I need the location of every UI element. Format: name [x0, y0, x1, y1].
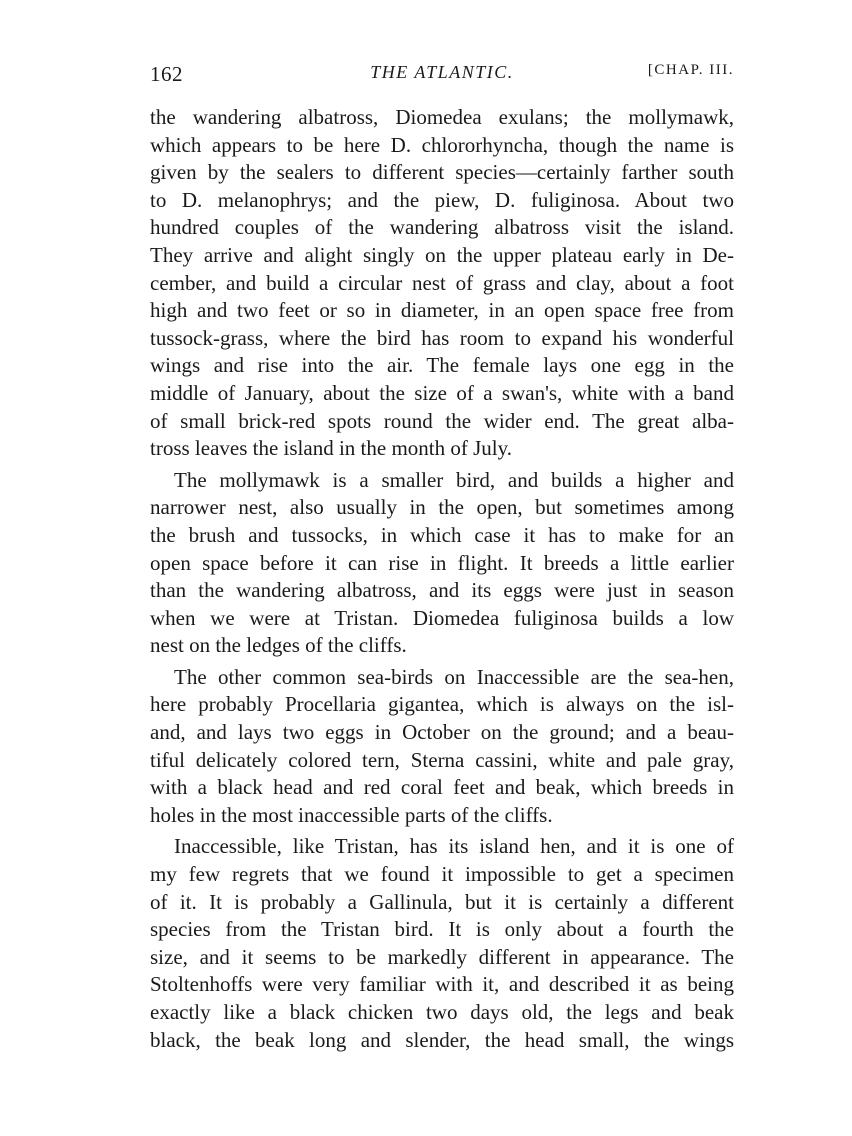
text-line: The mollymawk is a smaller bird, and builds a higher and [174, 467, 734, 492]
text-line: nest on the ledges of the cliffs. [150, 633, 407, 658]
text-line: tiful delicately colored tern, Sterna cassini, white and pale gray, [150, 747, 734, 772]
paragraph [150, 104, 734, 463]
page-number: 162 [150, 62, 183, 86]
paragraph [150, 833, 734, 1054]
text-line: and, and lays two eggs in October on the ground; and a beau- [150, 720, 734, 745]
text-line: to D. melanophrys; and the piew, D. fuliginosa. About two [150, 187, 734, 212]
running-head [150, 58, 734, 92]
text-line: middle of January, about the size of a swan's, white with a band [150, 380, 734, 405]
text-line: tussock-grass, where the bird has room to expand his wonderful [150, 325, 734, 350]
text-line: species from the Tristan bird. It is only about a fourth the [150, 917, 734, 942]
text-line: Inaccessible, like Tristan, has its island hen, and it is one of [174, 834, 734, 859]
text-line: open space before it can rise in flight. It breeds a little earlier [150, 550, 734, 575]
text-line: high and two feet or so in diameter, in an open space free from [150, 298, 734, 323]
paragraph [150, 664, 734, 830]
text-line: which appears to be here D. chlororhyncha, though the name is [150, 132, 734, 157]
running-title: THE ATLANTIC. [370, 62, 514, 82]
text-line: of it. It is probably a Gallinula, but it is certainly a different [150, 889, 734, 914]
text-line: hundred couples of the wandering albatross visit the island. [150, 215, 734, 240]
text-line: The other common sea-birds on Inaccessible are the sea-hen, [174, 664, 734, 689]
text-line: the wandering albatross, Diomedea exulans; the mollymawk, [150, 105, 734, 129]
text-line: the brush and tussocks, in which case it has to make for an [150, 522, 734, 547]
text-line: given by the sealers to different species—certainly farther south [150, 160, 734, 185]
text-line: exactly like a black chicken two days old, the legs and beak [150, 1000, 734, 1024]
text-line: of small brick-red spots round the wider end. The great alba- [150, 408, 734, 433]
text-line: Stoltenhoffs were very familiar with it, and described it as being [150, 972, 734, 997]
text-line: wings and rise into the air. The female lays one egg in the [150, 353, 734, 378]
text-line: size, and it seems to be markedly different in appearance. The [150, 944, 734, 969]
chapter-label: [CHAP. III. [647, 62, 734, 78]
text-line: They arrive and alight singly on the upper plateau early in De- [150, 242, 734, 267]
text-line: here probably Procellaria gigantea, which is always on the isl- [150, 692, 734, 717]
text-line: cember, and build a circular nest of grass and clay, about a foot [150, 270, 734, 295]
text-line: holes in the most inaccessible parts of the cliffs. [150, 802, 553, 827]
text-line: than the wandering albatross, and its eggs were just in season [150, 578, 734, 603]
text-line: when we were at Tristan. Diomedea fuliginosa builds a low [150, 605, 734, 630]
text-line: tross leaves the island in the month of July. [150, 436, 513, 461]
text-line: black, the beak long and slender, the head small, the wings [150, 1027, 734, 1052]
book-page [150, 58, 734, 1054]
text-line: narrower nest, also usually in the open, but sometimes among [150, 495, 734, 520]
body-text [150, 104, 734, 1054]
text-line: my few regrets that we found it impossible to get a specimen [150, 862, 734, 887]
text-line: with a black head and red coral feet and beak, which breeds in [150, 775, 734, 800]
paragraph [150, 467, 734, 660]
